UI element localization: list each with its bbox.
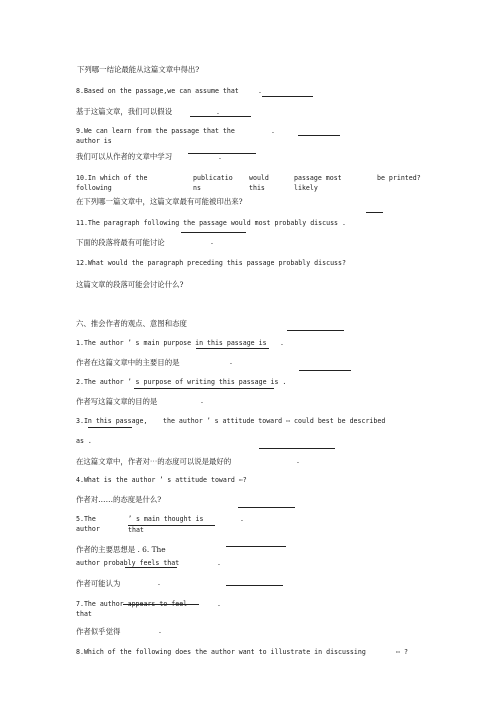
answer-blank[interactable]	[190, 116, 251, 117]
question-8-cn: 基于这篇文章，我们可以假设	[76, 107, 173, 116]
item-2: 2.The author ’ s purpose of writing this passage is .	[76, 378, 287, 386]
question-12-cn: 这篇文章的段落可能会讨论什么?	[76, 280, 184, 289]
item-3-cn: 在这篇文章中，作者对⋯的态度可以说是最好的	[76, 457, 232, 466]
period: .	[258, 87, 262, 95]
item-1-cn: 作者在这篇文章中的主要目的是	[76, 358, 180, 367]
item-6: author probably feels that	[76, 559, 180, 567]
answer-blank[interactable]	[134, 388, 274, 389]
item-3-c: as .	[76, 437, 92, 445]
period: .	[217, 600, 221, 608]
answer-blank[interactable]	[238, 507, 295, 508]
item-5-c: author	[76, 525, 100, 533]
question-10-b: publicatio	[193, 174, 233, 182]
question-9-cn: 我们可以从作者的文章中学习	[76, 152, 173, 161]
strike-line	[123, 604, 199, 605]
item-8: 8.Which of the following does the author want to illustrate in discussing	[76, 648, 366, 656]
section-heading: 六、推会作者的观点、意图和态度	[76, 319, 187, 328]
item-5-b: ’ s main thought is	[128, 515, 204, 523]
period: .	[271, 127, 275, 135]
period: .	[210, 238, 214, 246]
item-5-cn: 作者的主要思想是 . 6. The	[76, 545, 166, 554]
period: .	[240, 515, 244, 523]
item-7: 7.The author appears to feel	[76, 600, 188, 608]
question-10-e: be printed?	[377, 174, 421, 182]
question-10-i: likely	[294, 184, 318, 192]
answer-blank[interactable]	[196, 348, 269, 349]
answer-blank[interactable]	[226, 546, 286, 547]
item-7-cn: 作者似乎觉得	[76, 627, 121, 636]
item-2-cn: 作者写这篇文章的目的是	[76, 397, 158, 406]
question-10-c: would	[249, 174, 269, 182]
answer-blank[interactable]	[181, 232, 246, 233]
period: .	[216, 108, 220, 116]
item-3-a: 3.In this passage,	[76, 417, 148, 425]
period: .	[217, 559, 221, 567]
item-3-b: the author ’ s attitude toward ⋯ could best be described	[163, 417, 386, 425]
period: .	[229, 358, 233, 366]
period: .	[158, 627, 162, 635]
period: .	[200, 397, 204, 405]
item-4-cn: 作者对……的态度是什么?	[76, 495, 162, 504]
answer-blank[interactable]	[88, 427, 132, 428]
answer-blank[interactable]	[299, 370, 351, 371]
answer-blank[interactable]	[125, 567, 177, 568]
question-10-g: ns	[193, 184, 201, 192]
item-1: 1.The author ’ s main purpose in this passage is	[76, 339, 267, 347]
question-10-h: this	[249, 184, 265, 192]
question-12: 12.What would the paragraph preceding this passage probably discuss?	[76, 259, 346, 267]
question-prompt-cn: 下列哪一结论最能从这篇文章中得出?	[77, 65, 200, 74]
item-8-end: ⋯ ?	[396, 648, 408, 656]
question-9: 9.We can learn from the passage that the	[76, 127, 235, 135]
answer-blank[interactable]	[298, 135, 340, 136]
answer-blank[interactable]	[259, 448, 335, 449]
question-10-d: passage most	[294, 174, 342, 182]
question-9-cont: author is	[76, 137, 112, 145]
question-10-cn: 在下列哪一篇文章中，这篇文章最有可能被印出来?	[76, 197, 243, 206]
item-7-cont: that	[76, 610, 92, 618]
item-6-cn: 作者可能认为	[76, 579, 121, 588]
period: .	[218, 153, 222, 161]
question-11: 11.The paragraph following the passage would most probably discuss .	[76, 219, 346, 227]
answer-blank[interactable]	[262, 96, 313, 97]
question-10-a: 10.In which of the	[76, 174, 148, 182]
period: .	[296, 457, 300, 465]
question-11-cn: 下面的段落将最有可能讨论	[76, 238, 165, 247]
answer-blank[interactable]	[287, 330, 344, 331]
question-8: 8.Based on the passage,we can assume that	[76, 87, 239, 95]
period: .	[157, 579, 161, 587]
question-10-f: following	[76, 184, 112, 192]
item-5-a: 5.The	[76, 515, 96, 523]
answer-blank[interactable]	[188, 153, 256, 154]
answer-blank[interactable]	[366, 212, 383, 213]
answer-blank[interactable]	[226, 585, 283, 586]
item-4: 4.What is the author ’ s attitude toward ⋯?	[76, 476, 247, 484]
period: .	[280, 339, 284, 347]
item-5-d: that	[128, 526, 144, 534]
